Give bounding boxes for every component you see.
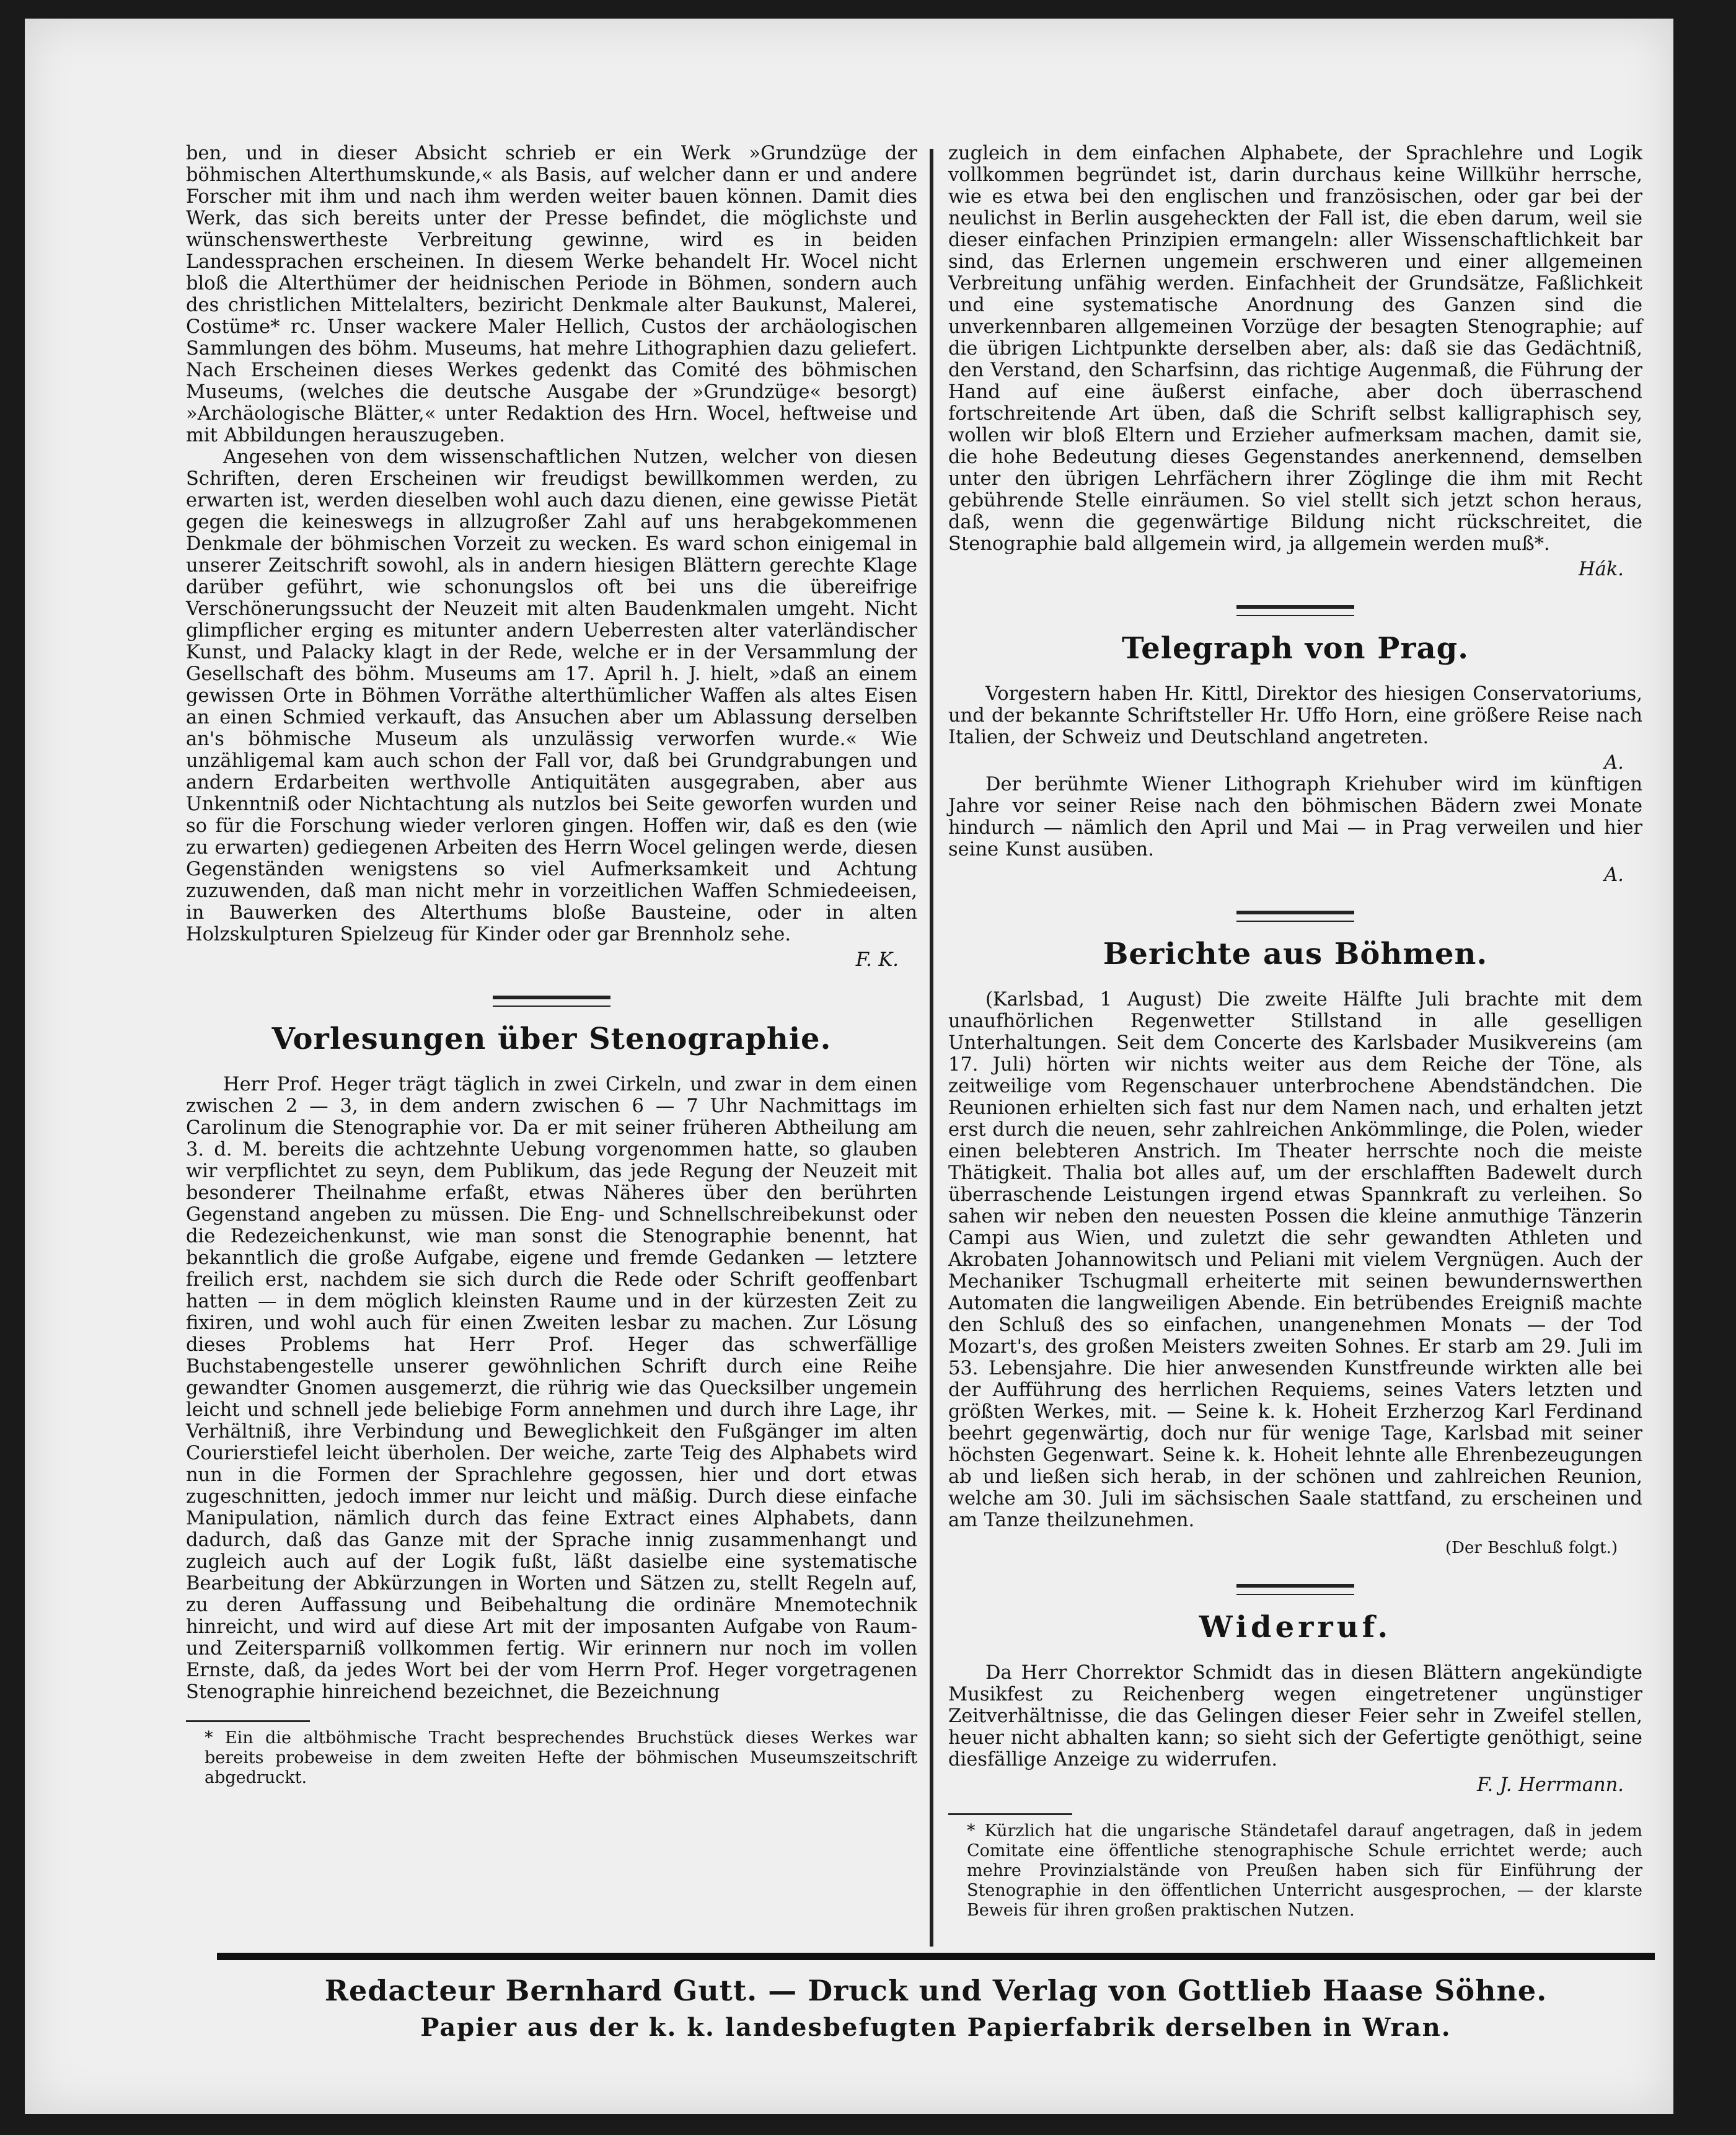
paragraph: Vorgestern haben Hr. Kittl, Direktor des hiesigen Conservatoriums, und der bekannte Schriftsteller Hr. Uffo Horn, eine größere Reise nach Italien, der Schweiz und Deutschland angetreten.	[948, 683, 1642, 748]
newspaper-page	[25, 19, 1673, 2114]
imprint-paper-line: Papier aus der k. k. landesbefugten Papierfabrik derselben in Wran.	[420, 2013, 1452, 2042]
footnote-divider	[186, 1720, 310, 1722]
left-column	[186, 143, 917, 1788]
author-signature: A.	[1604, 752, 1624, 774]
section-divider	[493, 996, 610, 1007]
continuation-note: (Der Beschluß folgt.)	[1445, 1539, 1618, 1557]
section-heading: Berichte aus Böhmen.	[1103, 937, 1488, 971]
paragraph: Der berühmte Wiener Lithograph Kriehuber wird im künftigen Jahre vor seiner Reise nach den böhmischen Bädern zwei Monate hindurch — nämlich den April und Mai — in Prag verweilen und hier seine Kunst ausüben.	[948, 774, 1642, 860]
paragraph: ben, und in dieser Absicht schrieb er ein Werk »Grundzüge der böhmischen Alterthumskunde,« als Basis, auf welcher dann er und andere Forscher mit ihm und nach ihm werden weiter bauen können. Damit dies Werk, das sich bereits unter der Presse befindet, die möglichste und wünschenswertheste Verbreitung gewinne, wird es in beiden Landessprachen erscheinen. In diesem Werke behandelt Hr. Wocel nicht bloß die Alterthümer der heidnischen Periode in Böhmen, sondern auch des christlichen Mittelalters, beziricht Denkmale alter Baukunst, Malerei, Costüme* rc. Unser wackere Maler Hellich, Custos der archäologischen Sammlungen des böhm. Museums, hat mehre Lithographien dazu geliefert. Nach Erscheinen dieses Werkes gedenkt das Comité des böhmischen Museums, (welches die deutsche Ausgabe der »Grundzüge« besorgt) »Archäologische Blätter,« unter Redaktion des Hrn. Wocel, heftweise und mit Abbildungen herauszugeben.	[186, 143, 917, 446]
right-column	[948, 143, 1642, 1921]
author-signature: A.	[1604, 864, 1624, 886]
paragraph: Herr Prof. Heger trägt täglich in zwei Cirkeln, und zwar in dem einen zwischen 2 — 3, in dem andern zwischen 6 — 7 Uhr Nachmittags im Carolinum die Stenographie vor. Da er mit seiner früheren Abtheilung am 3. d. M. bereits die achtzehnte Uebung vorgenommen hatte, so glauben wir verpflichtet zu seyn, dem Publikum, das jede Regung der Neuzeit mit besonderer Theilnahme erfaßt, etwas Näheres über den berührten Gegenstand angeben zu müssen. Die Eng- und Schnellschreibekunst oder die Redezeichenkunst, wie man sonst die Stenographie benennt, hat bekanntlich die große Aufgabe, eigene und fremde Gedanken — letztere freilich erst, nachdem sie sich durch die Rede oder Schrift geoffenbart hatten — in dem möglich kleinsten Raume und in der kürzesten Zeit zu fixiren, und wohl auch für einen Zweiten lesbar zu machen. Zur Lösung dieses Problems hat Herr Prof. Heger das schwerfällige Buchstabengestelle unserer gewöhnlichen Schrift durch eine Reihe gewandter Gnomen ausgemerzt, die rührig wie das Quecksilber ungemein leicht und schnell jede beliebige Form annehmen und durch ihre Lage, ihr Verhältniß, ihre Verbindung und Beweglichkeit den Fußgänger im alten Courierstiefel leicht überholen. Der weiche, zarte Teig des Alphabets wird nun in die Formen der Sprachlehre gegossen, hier und dort etwas zugeschnitten, jedoch immer nur leicht und mäßig. Durch diese einfache Manipulation, nämlich durch das feine Extract eines Alphabets, dann dadurch, daß das Ganze mit der Sprache innig zusammenhangt und zugleich auch auf der Logik fußt, läßt dasielbe eine systematische Bearbeitung der Abkürzungen in Worten und Sätzen zu, stellt Regeln auf, zu deren Auffassung und Beibehaltung die ordinäre Mnemotechnik hinreicht, und wird auf diese Art mit der imposanten Aufgabe von Raum- und Zeitersparniß vollkommen fertig. Wir erinnern nur noch im vollen Ernste, daß, da jedes Wort bei der vom Herrn Prof. Heger vorgetragenen Stenographie hinreichend bezeichnet, die Bezeichnung	[186, 1074, 917, 1703]
section-heading: Vorlesungen über Stenographie.	[271, 1022, 832, 1056]
paragraph: zugleich in dem einfachen Alphabete, der Sprachlehre und Logik vollkommen begründet ist, darin durchaus keine Willkühr herrsche, wie es etwa bei den englischen und französischen, oder gar bei der neulichst in Berlin ausgeheckten der Fall ist, die eben darum, weil sie dieser einfachen Prinzipien ermangeln: aller Wissenschaftlichkeit bar sind, das Erlernen ungemein erschweren und einer allgemeinen Verbreitung unfähig werden. Einfachheit der Grundsätze, Faßlichkeit und eine systematische Anordnung des Ganzen sind die unverkennbaren allgemeinen Vorzüge der besagten Stenographie; auf die übrigen Lichtpunkte derselben aber, als: daß sie das Gedächtniß, den Verstand, den Scharfsinn, das richtige Augenmaß, die Führung der Hand auf eine äußerst einfache, aber doch überraschend fortschreitende Art üben, daß die Schrift selbst kalligraphisch sey, wollen wir bloß Eltern und Erzieher aufmerksam machen, damit sie, die hohe Bedeutung dieses Gegenstandes anerkennend, demselben unter den übrigen Lehrfächern ihrer Zöglinge die ihm mit Recht gebührende Stelle einräumen. So viel stellt sich jetzt schon heraus, daß, wenn die gegenwärtige Bildung nicht rückschreitet, die Stenographie bald allgemein wird, ja allgemein werden muß*.	[948, 143, 1642, 555]
footnote: * Kürzlich hat die ungarische Ständetafel darauf angetragen, daß in jedem Comitate eine öffentliche stenographische Schule errichtet werde; auch mehre Provinzialstände von Preußen haben sich für Einführung der Stenographie in den öffentlichen Unterricht ausgesprochen, — der klarste Beweis für ihren großen praktischen Nutzen.	[967, 1821, 1642, 1920]
paragraph: (Karlsbad, 1 August) Die zweite Hälfte Juli brachte mit dem unaufhörlichen Regenwetter Stillstand in alle geselligen Unterhaltungen. Seit dem Concerte des Karlsbader Musikvereins (am 17. Juli) hörten wir nichts weiter aus dem Reiche der Töne, als zeitweilige vom Regenschauer unterbrochene Abendständchen. Die Reunionen erhielten sich fast nur dem Namen nach, und erhalten jetzt erst durch die neuen, sehr zahlreichen Ankömmlinge, die Polen, wieder einen belebteren Anstrich. Im Theater herrschte noch die meiste Thätigkeit. Thalia bot alles auf, um der erschlafften Badewelt durch überraschende Leistungen irgend etwas Spannkraft zu verleihen. So sahen wir neben den neuesten Possen die kleine anmuthige Tänzerin Campi aus Wien, und zuletzt die sehr gewandten Athleten und Akrobaten Johannowitsch und Peliani mit vielem Vergnügen. Auch der Mechaniker Tschugmall erheiterte mit seinen bewundernswerthen Automaten die langweiligen Abende. Ein betrübendes Ereigniß machte den Schluß des so einfachen, unangenehmen Monats — der Tod Mozart's, des großen Meisters zweiten Sohnes. Er starb am 29. Juli im 53. Lebensjahre. Die hier anwesenden Kunstfreunde wirkten alle bei der Aufführung des herrlichen Requiems, seines Vaters letzten und größten Werkes, mit. — Seine k. k. Hoheit Erzherzog Karl Ferdinand beehrt gegenwärtig, doch nur für wenige Tage, Karlsbad mit seiner höchsten Gegenwart. Seine k. k. Hoheit lehnte alle Ehrenbezeugungen ab und ließen sich herab, in der schönen und zahlreichen Reunion, welche am 30. Juli im sächsischen Saale stattfand, zu erscheinen und am Tanze theilzunehmen.	[948, 989, 1642, 1531]
imprint	[217, 1971, 1655, 2046]
section-heading: Widerruf.	[1199, 1610, 1392, 1645]
section-heading: Telegraph von Prag.	[1122, 631, 1469, 666]
author-signature: F. J. Herrmann.	[1477, 1774, 1624, 1796]
column-rule	[930, 149, 933, 1947]
footnote: * Ein die altböhmische Tracht besprechendes Bruchstück dieses Werkes war bereits probeweise in dem zweiten Hefte der böhmischen Museumszeitschrift abgedruckt.	[205, 1728, 917, 1787]
section-divider	[1236, 911, 1354, 922]
author-signature: Hák.	[1579, 559, 1624, 580]
section-divider	[1236, 605, 1354, 616]
author-signature: F. K.	[855, 949, 899, 971]
section-divider	[1236, 1584, 1354, 1595]
paragraph: Da Herr Chorrektor Schmidt das in diesen Blättern angekündigte Musikfest zu Reichenberg wegen eingetretener ungünstiger Zeitverhältnisse, die das Gelingen dieser Feier sehr in Zweifel stellen, heuer nicht abhalten kann; so sieht sich der Gefertigte genöthigt, seine diesfällige Anzeige zu widerrufen.	[948, 1662, 1642, 1770]
paragraph: Angesehen von dem wissenschaftlichen Nutzen, welcher von diesen Schriften, deren Erscheinen wir freudigst bewillkommen werden, zu erwarten ist, werden dieselben wohl auch dazu dienen, eine gewisse Pietät gegen die keineswegs in allzugroßer Zahl auf uns herabgekommenen Denkmale der böhmischen Vorzeit zu wecken. Es ward schon einigemal in unserer Zeitschrift sowohl, als in andern hiesigen Blättern gerechte Klage darüber geführt, wie schonungslos oft bei uns die übereifrige Verschönerungssucht der Neuzeit mit alten Baudenkmalen umgeht. Nicht glimpflicher erging es mitunter andern Ueberresten alter vaterländischer Kunst, und Palacky klagt in der Rede, welche er in der Versammlung der Gesellschaft des böhm. Museums am 17. April h. J. hielt, »daß an einem gewissen Orte in Böhmen Vorräthe alterthümlicher Waffen als altes Eisen an einen Schmied verkauft, das Ansuchen aber um Ablassung derselben an's böhmische Museum als unzulässig verworfen wurde.« Wie unzähligemal kam auch schon der Fall vor, daß bei Grundgrabungen und andern Erdarbeiten werthvolle Antiquitäten ausgegraben, aber aus Unkenntniß oder Nichtachtung als nutzlos bei Seite geworfen wurden und so für die Forschung wieder verloren gingen. Hoffen wir, daß es den (wie zu erwarten) gediegenen Arbeiten des Herrn Wocel gelingen werde, diesen Gegenständen wenigstens so viel Aufmerksamkeit und Achtung zuzuwenden, daß man nicht mehr in vorzeitlichen Waffen Schmiedeeisen, in Bauwerken des Alterthums bloße Bausteine, oder in alten Holzskulpturen Spielzeug für Kinder oder gar Brennholz sehe.	[186, 446, 917, 945]
imprint-editor-line: Redacteur Bernhard Gutt. — Druck und Verlag von Gottlieb Haase Söhne.	[324, 1974, 1548, 2007]
imprint-rule	[217, 1953, 1655, 1960]
footnote-divider	[948, 1813, 1072, 1815]
